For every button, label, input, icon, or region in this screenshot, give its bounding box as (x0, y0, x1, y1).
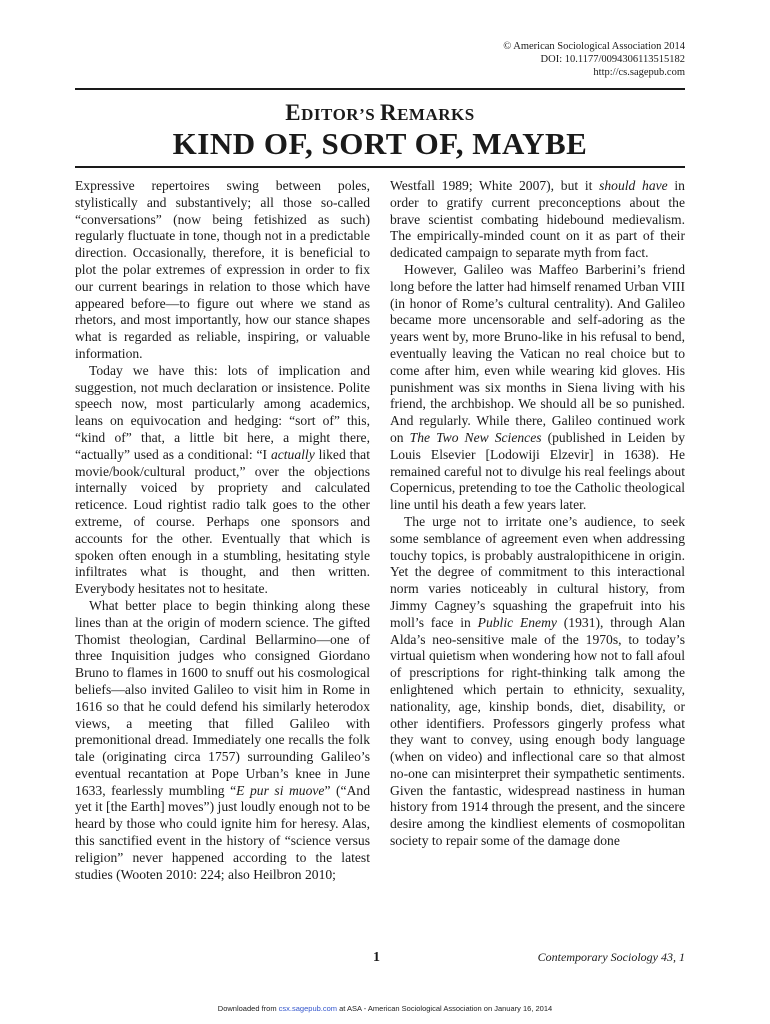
download-link[interactable]: csx.sagepub.com (278, 1004, 338, 1013)
right-column (390, 178, 685, 850)
bottom-rule (75, 166, 685, 168)
title-block (75, 96, 685, 162)
page-number: 1 (373, 950, 380, 965)
top-rule (75, 88, 685, 90)
paragraph: What better place to begin thinking along these lines than at the origin of modern science. The gifted Thomist theologian, Cardinal Bellarmino—one of three Inquisition judges who consigned Giordano Bruno to flames in 1600 to snuff out his cosmological beliefs—also invited Galileo to visit him in Rome in 1616 so that he could defend his similarly heterodox views, a meeting that filled Galileo with premonitional dread. Immediately one recalls the folk tale (originating circa 1757) surrounding Galileo’s eventual recantation at Pope Urban’s knee in June 1633, fearlessly mumbling “E pur si muove” (“And yet it [the Earth] moves”) just loudly enough not to be heard by those who could ignite him for heresy. Alas, this sanctified event in the history of “science versus religion” never happened according to the latest studies (Wooten 2010: 224; also Heilbron 2010; (75, 597, 370, 882)
copyright-line: © American Sociological Association 2014 (503, 41, 685, 52)
paragraph: Today we have this: lots of implication and suggestion, not much declaration or insistence. Polite speech now, most particularly among academics, leans on equivocation and hedging: “sort of” this, “kind of” that, a little bit here, a might there, “actually” used as a conditional: “I actually liked that movie/book/cultural product,” over the objections internally voiced by propriety and calculated reticence. Loud rightist radio talk goes to the other extreme, of course. Perhaps one sponsors and accounts for the other. Eventually that which is spoken often enough in a stumbling, hesitating style infiltrates what is thought, and then written. Everybody hesitates not to hesitate. (75, 362, 370, 597)
paragraph: Westfall 1989; White 2007), but it should have in order to gratify current preconceptions about the brave scientist combating hidebound medievalism. The empirically-minded count on it as part of their dedicated campaign to separate myth from fact. (390, 178, 685, 261)
journal-url[interactable]: http://cs.sagepub.com (593, 67, 685, 78)
download-notice: Downloaded from csx.sagepub.com at ASA - American Sociological Association on January 16, 2014 (217, 1004, 553, 1013)
section-kicker: EDITOR’S REMARKS (285, 100, 475, 125)
article-title: KIND OF, SORT OF, MAYBE (172, 126, 588, 161)
paragraph: Expressive repertoires swing between poles, stylistically and substantively; all those so-called “conversations” (now being fetishized as such) regularly fluctuate in tone, though not in a predictable direction. Occasionally, therefore, it is beneficial to plot the polar extremes of expression in order to fix our current bearings in relation to those which have appeared before—to figure out where we stand as rhetors, and most importantly, how our stance shapes what is regarded as reliable, inspiring, or valuable information. (75, 178, 370, 361)
journal-citation: Contemporary Sociology 43, 1 (537, 950, 685, 964)
paragraph: The urge not to irritate one’s audience, to seek some semblance of agreement even when addressing touchy topics, is probably australopithicene in origin. Yet the degree of commitment to this interactional norm varies noticeably in cultural history, from Jimmy Cagney’s squashing the grapefruit into his moll’s face in Public Enemy (1931), through Alan Alda’s neo-sensitive male of the 1970s, to today’s virtual quietism when wondering how not to fall afoul of prescriptions for right-thinking talk among the enlightened which pertain to ethnicity, sexuality, nationality, age, kinship bonds, diet, disability, or other identifiers. Professors gingerly profess what they want to convey, using enough body language (when on video) and inflectional care so that almost no-one can misinterpret their sympathetic sentiments. Given the fantastic, widespread nastiness in human history from 1914 through the present, and the sincere desire among the kindliest elements of cosmopolitan society to repair some of the damage done (390, 513, 686, 849)
article-metadata (503, 40, 685, 79)
doi-line: DOI: 10.1177/0094306113515182 (540, 54, 685, 65)
left-column (75, 178, 370, 883)
paragraph: However, Galileo was Maffeo Barberini’s friend long before the latter had himself renamed Urban VIII (in honor of Rome’s cultural centrality). And Galileo became more uncensorable and self-adoring as the years went by, more Bruno-like in his refusal to bend, eventually leaving the Vatican no real choice but to come after him, even while wearing kid gloves. His punishment was six months in Siena living with his friend, the archbishop. We should all be so punished. And regularly. While there, Galileo continued work on The Two New Sciences (published in Leiden by Louis Elsevier [Lodowiji Elzevir] in 1638). He remained careful not to divulge his real feelings about Copernicus, pretending to toe the Catholic theological line until his death a few years later. (390, 261, 685, 513)
